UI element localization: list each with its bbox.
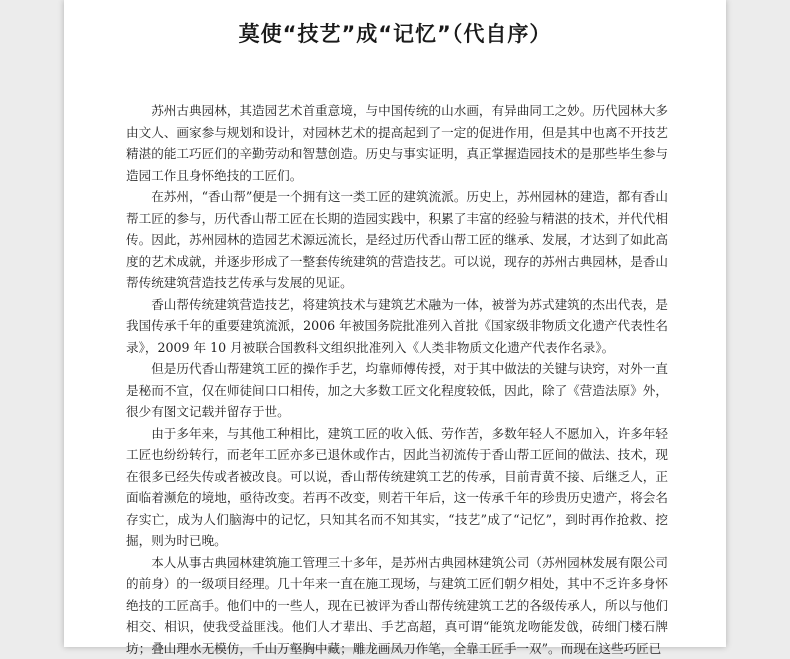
paragraph: 香山帮传统建筑营造技艺，将建筑技术与建筑艺术融为一体，被誉为苏式建筑的杰出代表，是我国传承千年的重要建筑流派，2006 年被国务院批准列入首批《国家级非物质文化遗产代表性名录》，2009 年 10 月被联合国教科文组织批准列入《人类非物质文化遗产代表作名录》。 [126,294,668,359]
document-page [64,0,726,647]
paragraph: 由于多年来，与其他工种相比，建筑工匠的收入低、劳作苦，多数年轻人不愿加入，许多年轻工匠也纷纷转行，而老年工匠亦多已退休或作古，因此当初流传于香山帮工匠间的做法、技术，现在很多已经失传或者被改良。可以说，香山帮传统建筑工艺的传承，目前青黄不接、后继乏人，正面临着濒危的境地，亟待改变。若再不改变，则若干年后，这一传承千年的珍贵历史遗产，将会名存实亡，成为人们脑海中的记忆，只知其名而不知其实，“技艺”成了“记忆”，到时再作抢救、挖掘，则为时已晚。 [126,423,668,552]
paragraph: 本人从事古典园林建筑施工管理三十多年，是苏州古典园林建筑公司（苏州园林发展有限公司的前身）的一级项目经理。几十年来一直在施工现场，与建筑工匠们朝夕相处，其中不乏许多身怀绝技的工匠高手。他们中的一些人，现在已被评为香山帮传统建筑工艺的各级传承人，所以与他们相交、相识，使我受益匪浅。他们人才辈出、手艺高超，真可谓“能筑龙吻能发戗，砖细门楼石牌坊；叠山理水无模仿，千山万壑胸中藏；雕龙画凤刀作笔，全靠工匠手一双”。而现在这些巧匠已 [126,552,668,659]
paragraph: 在苏州，“香山帮”便是一个拥有这一类工匠的建筑流派。历史上，苏州园林的建造，都有香山帮工匠的参与，历代香山帮工匠在长期的造园实践中，积累了丰富的经验与精湛的技术，并代代相传。因此，苏州园林的造园艺术源远流长，是经过历代香山帮工匠的继承、发展，才达到了如此高度的艺术成就，并逐步形成了一整套传统建筑的营造技艺。可以说，现存的苏州古典园林，是香山帮传统建筑营造技艺传承与发展的见证。 [126,186,668,294]
body-text [126,100,668,659]
paragraph: 但是历代香山帮建筑工匠的操作手艺，均靠师傅传授，对于其中做法的关键与诀窍，对外一直是秘而不宣，仅在师徒间口口相传，加之大多数工匠文化程度较低，因此，除了《营造法原》外，很少有图文记载并留存于世。 [126,358,668,423]
paragraph: 苏州古典园林，其造园艺术首重意境，与中国传统的山水画，有异曲同工之妙。历代园林大多由文人、画家参与规划和设计，对园林艺术的提高起到了一定的促进作用，但是其中也离不开技艺精湛的能工巧匠们的辛勤劳动和智慧创造。历史与事实证明，真正掌握造园技术的是那些毕生参与造园工作且身怀绝技的工匠们。 [126,100,668,186]
page-title: 莫使“技艺”成“记忆”（代自序） [64,18,726,48]
